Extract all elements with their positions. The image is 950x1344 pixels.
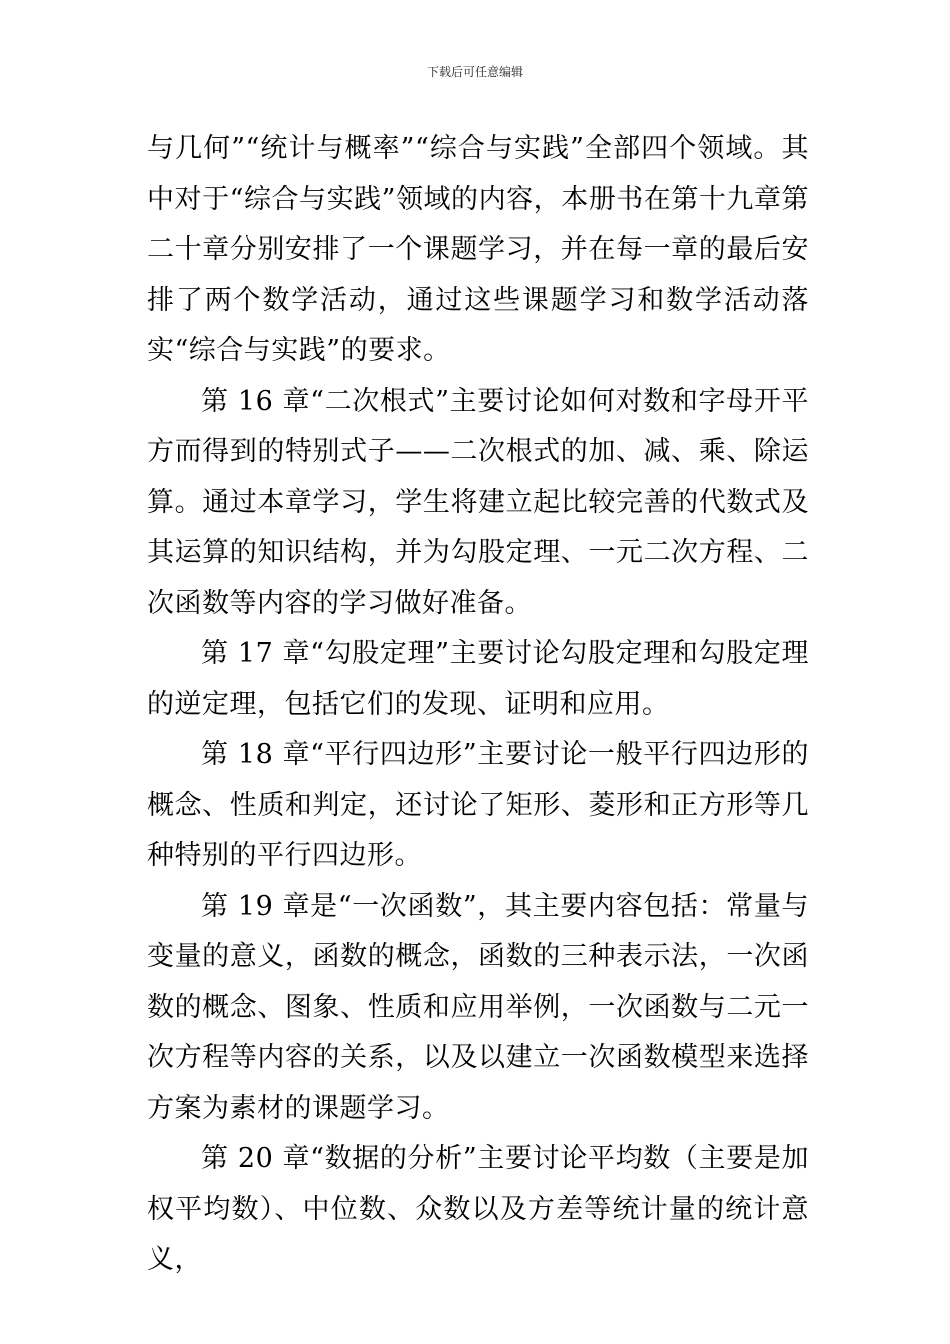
- page-header: 下载后可任意编辑: [426, 65, 523, 79]
- document-body: [147, 124, 809, 1286]
- paragraph-chapter-19: 第 19 章是“一次函数”，其主要内容包括：常量与变量的意义，函数的概念，函数的三种表示法，一次函数的概念、图象、性质和应用举例，一次函数与二元一次方程等内容的关系，以及以建立一次函数模型来选择方案为素材的课题学习。: [147, 890, 809, 1124]
- paragraph-intro: 与几何”“统计与概率”“综合与实践”全部四个领域。其中对于“综合与实践”领域的内容，本册书在第十九章第二十章分别安排了一个课题学习，并在每一章的最后安排了两个数学活动，通过这些课题学习和数学活动落实“综合与实践”的要求。: [147, 133, 809, 366]
- paragraph-chapter-20: 第 20 章“数据的分析”主要讨论平均数（主要是加权平均数）、中位数、众数以及方差等统计量的统计意义，: [147, 1143, 809, 1275]
- paragraph-chapter-18: 第 18 章“平行四边形”主要讨论一般平行四边形的概念、性质和判定，还讨论了矩形、菱形和正方形等几种特别的平行四边形。: [147, 739, 809, 871]
- paragraph-chapter-17: 第 17 章“勾股定理”主要讨论勾股定理和勾股定理的逆定理，包括它们的发现、证明和应用。: [147, 638, 809, 720]
- paragraph-chapter-16: 第 16 章“二次根式”主要讨论如何对数和字母开平方而得到的特别式子——二次根式的加、减、乘、除运算。通过本章学习，学生将建立起比较完善的代数式及其运算的知识结构，并为勾股定理、一元二次方程、二次函数等内容的学习做好准备。: [147, 385, 809, 619]
